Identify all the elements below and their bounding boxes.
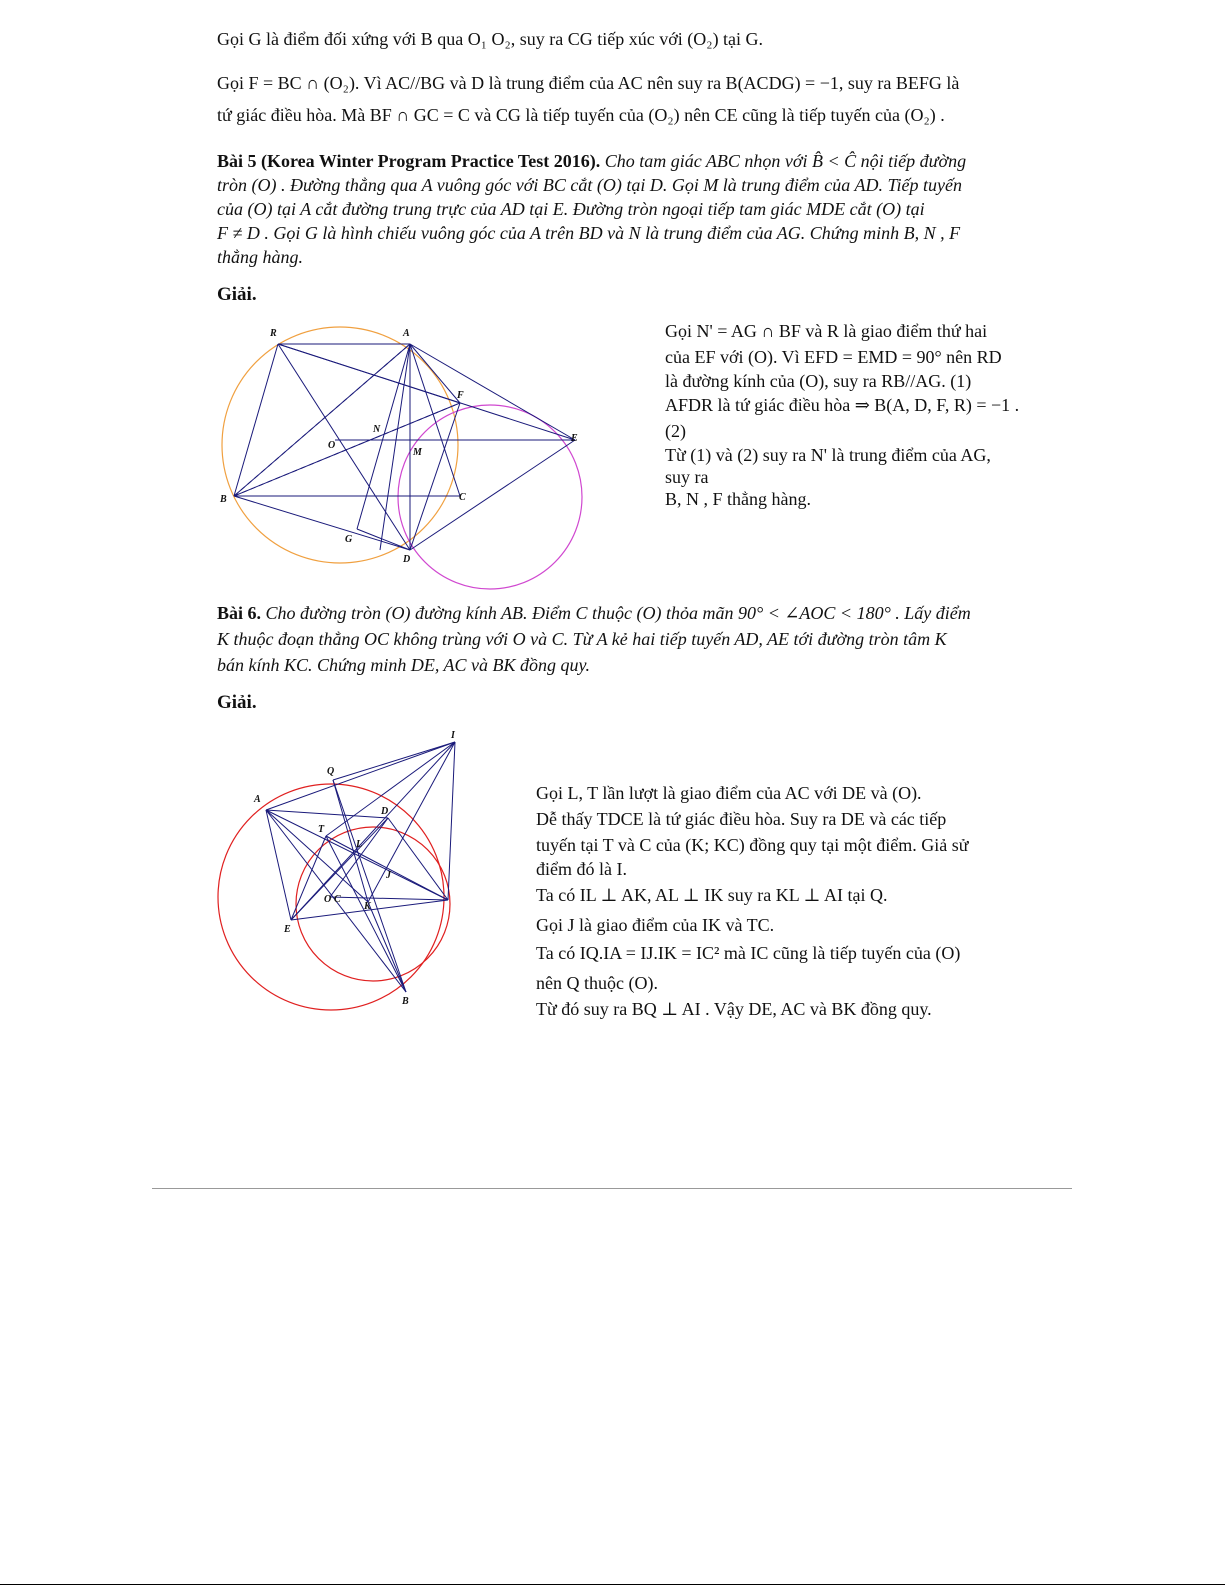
- bai6-figure: [218, 730, 478, 1024]
- bai6-label-L: L: [356, 839, 363, 850]
- bai5-sol-2: của EF với (O). Vì EFD = EMD = 90° nên RD: [665, 347, 1002, 367]
- bai5-label-A: A: [403, 328, 410, 339]
- bai6-label-E: E: [284, 924, 291, 935]
- bai6-circle-K: [296, 827, 450, 981]
- bai5-line-1: [217, 150, 966, 172]
- bai6-sol-3: tuyến tại T và C của (K; KC) đồng quy tại một điểm. Giả sử: [536, 835, 969, 855]
- bai5-line-3: của (O) tại A cắt đường trung trực của AD tại E. Đường tròn ngoại tiếp tam giác MDE cắt (O) tại: [217, 199, 925, 219]
- bai6-label-Q: Q: [327, 766, 335, 777]
- bai5-title: Bài 5 (Korea Winter Program Practice Test 2016).: [217, 151, 601, 171]
- bai6-label-J: J: [386, 870, 391, 881]
- bai5-line-2: tròn (O) . Đường thẳng qua A vuông góc với BC cắt (O) tại D. Gọi M là trung điểm của AD. Tiếp tuyến: [217, 175, 962, 195]
- bai5-sol-6: Từ (1) và (2) suy ra N' là trung điểm của AG,: [665, 445, 991, 465]
- bai5-sol-4: AFDR là tứ giác điều hòa ⇒ B(A, D, F, R) = −1 .: [665, 395, 1020, 415]
- intro-line-3: tứ giác điều hòa. Mà BF ∩ GC = C và CG là tiếp tuyến của (O₂) nên CE cũng là tiếp tuyến của (O₂) .: [217, 105, 945, 125]
- bai5-label-C: C: [459, 492, 466, 503]
- bai6-sol-1: Gọi L, T lần lượt là giao điểm của AC với DE và (O).: [536, 783, 922, 803]
- bai6-label-C: C: [334, 894, 341, 905]
- bai6-label-D: D: [381, 806, 389, 817]
- bai5-label-O: O: [328, 440, 336, 451]
- bai6-line-3: bán kính KC. Chứng minh DE, AC và BK đồng quy.: [217, 655, 590, 675]
- bai5-figure: [215, 322, 595, 602]
- bai5-label-G: G: [345, 534, 353, 545]
- bai6-title: Bài 6.: [217, 603, 262, 623]
- bai6-sol-4: điểm đó là I.: [536, 859, 627, 879]
- footer-divider: [152, 1188, 1072, 1189]
- bai5-sol-3: là đường kính của (O), suy ra RB//AG. (1): [665, 371, 972, 391]
- bai6-giai-heading: Giải.: [217, 692, 257, 713]
- bai5-label-E: E: [571, 433, 578, 444]
- bai5-sol-5: (2): [665, 421, 686, 441]
- bai6-sol-7: Ta có IQ.IA = IJ.IK = IC² mà IC cũng là tiếp tuyến của (O): [536, 943, 961, 963]
- bai5-sol-7: suy ra: [665, 467, 709, 487]
- bai6-label-I: I: [451, 730, 455, 741]
- bai6-label-K: K: [364, 901, 371, 912]
- bai6-sol-8: nên Q thuộc (O).: [536, 973, 658, 993]
- bai5-label-R: R: [270, 328, 277, 339]
- bai6-line-2: K thuộc đoạn thẳng OC không trùng với O và C. Từ A kẻ hai tiếp tuyến AD, AE tới đường tròn tâm K: [217, 629, 947, 649]
- bai5-giai-heading: Giải.: [217, 284, 257, 305]
- bai6-sol-9: Từ đó suy ra BQ ⊥ AI . Vậy DE, AC và BK đồng quy.: [536, 999, 932, 1019]
- bai6-sol-2: Dễ thấy TDCE là tứ giác điều hòa. Suy ra DE và các tiếp: [536, 809, 947, 829]
- bai5-label-D: D: [403, 554, 411, 565]
- bai5-label-B: B: [220, 494, 227, 505]
- bai5-sol-1: Gọi N' = AG ∩ BF và R là giao điểm thứ hai: [665, 321, 988, 341]
- intro-line-1: Gọi G là điểm đối xứng với B qua O₁ O₂, suy ra CG tiếp xúc với (O₂) tại G.: [217, 29, 764, 49]
- bai6-sol-6: Gọi J là giao điểm của IK và TC.: [536, 915, 775, 935]
- bai6-label-B: B: [402, 996, 409, 1007]
- bai5-label-N: N: [373, 424, 381, 435]
- bai5-line-4: F ≠ D . Gọi G là hình chiếu vuông góc của A trên BD và N là trung điểm của AG. Chứng minh B, N , F: [217, 223, 961, 243]
- bai5-line-5: thẳng hàng.: [217, 247, 304, 267]
- bai5-label-F: F: [457, 390, 464, 401]
- intro-line-2: Gọi F = BC ∩ (O₂). Vì AC//BG và D là trung điểm của AC nên suy ra B(ACDG) = −1, suy ra BEFG là: [217, 73, 960, 93]
- bai5-statement-1: Cho tam giác ABC nhọn với B̂ < Ĉ nội tiếp đường: [604, 151, 967, 171]
- bai5-sol-8: B, N , F thẳng hàng.: [665, 489, 811, 509]
- bai5-circle-O: [222, 327, 458, 563]
- bai6-line-1: [217, 602, 971, 624]
- bai5-label-M: M: [413, 447, 422, 458]
- bai6-statement-1: Cho đường tròn (O) đường kính AB. Điểm C thuộc (O) thỏa mãn 90° < ∠AOC < 180° . Lấy điểm: [265, 603, 971, 623]
- bai6-label-A: A: [254, 794, 261, 805]
- bai6-label-T: T: [318, 824, 325, 835]
- bai6-label-O: O: [324, 894, 332, 905]
- bai6-sol-5: Ta có IL ⊥ AK, AL ⊥ IK suy ra KL ⊥ AI tại Q.: [536, 885, 888, 905]
